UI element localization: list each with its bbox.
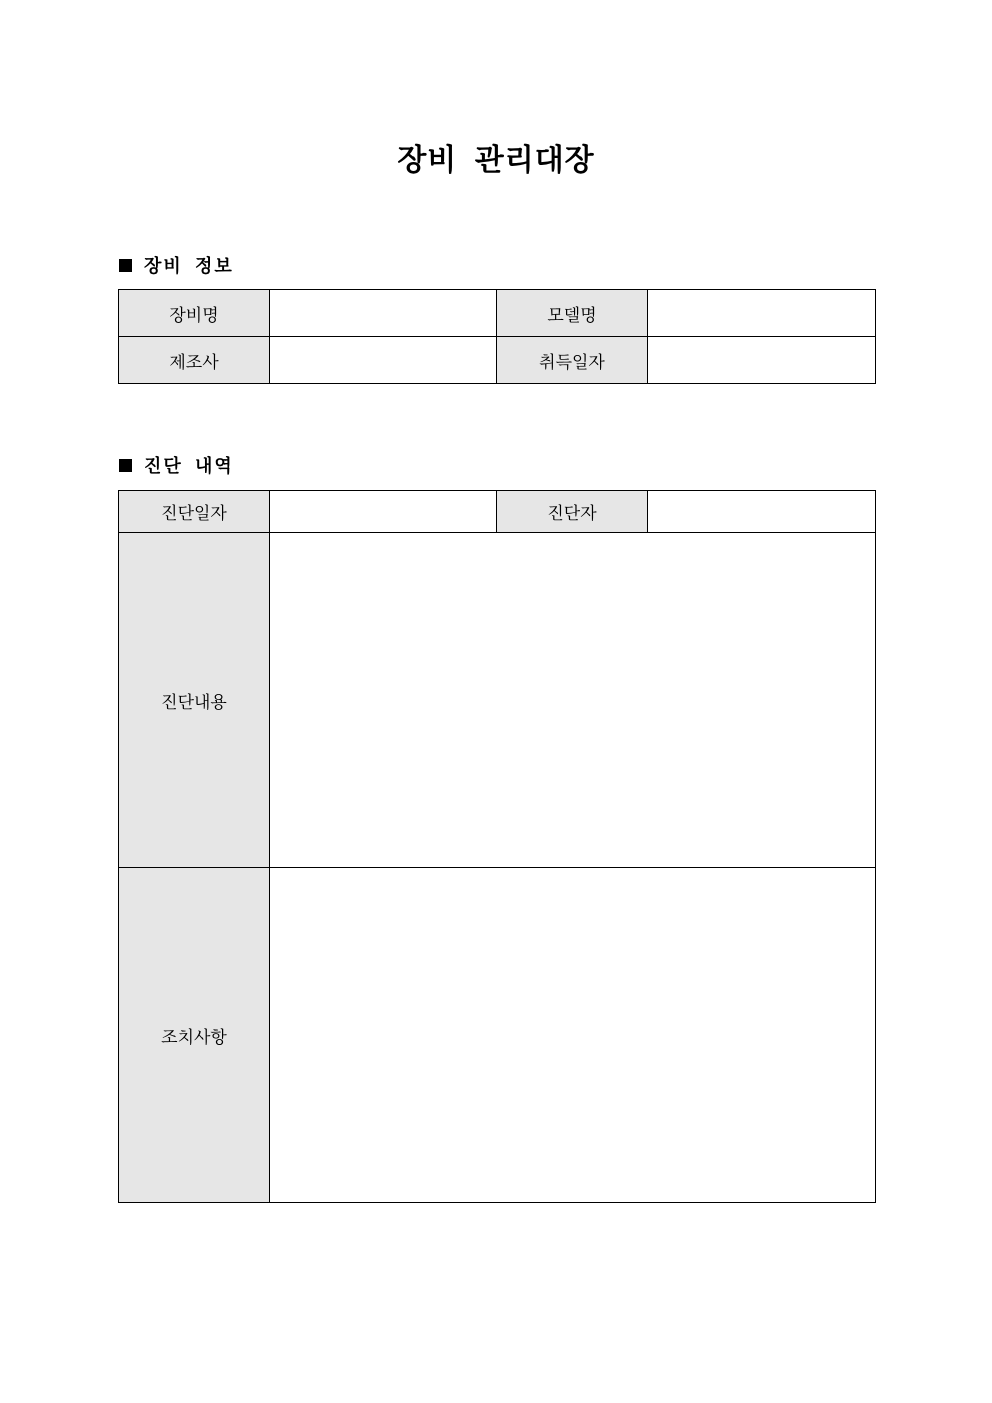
table-row [119, 290, 876, 337]
section-heading-equipment-info [119, 252, 234, 278]
equipment-name-label: 장비명 [119, 290, 270, 337]
table-row [119, 337, 876, 384]
diagnosis-content-field[interactable] [270, 533, 876, 868]
equipment-name-field[interactable] [270, 290, 497, 337]
diagnostician-field[interactable] [648, 491, 876, 533]
manufacturer-label: 제조사 [119, 337, 270, 384]
action-taken-label: 조치사항 [119, 868, 270, 1203]
model-name-label: 모델명 [497, 290, 648, 337]
diagnosis-date-label: 진단일자 [119, 491, 270, 533]
section-heading-diagnosis [119, 452, 234, 478]
diagnostician-label: 진단자 [497, 491, 648, 533]
diagnosis-content-label: 진단내용 [119, 533, 270, 868]
section-heading-label: 진단 내역 [144, 456, 234, 477]
table-row [119, 533, 876, 868]
action-taken-field[interactable] [270, 868, 876, 1203]
manufacturer-field[interactable] [270, 337, 497, 384]
acquisition-date-field[interactable] [648, 337, 876, 384]
section-heading-label: 장비 정보 [144, 256, 234, 277]
table-row [119, 491, 876, 533]
model-name-field[interactable] [648, 290, 876, 337]
square-bullet-icon [119, 259, 132, 272]
table-row [119, 868, 876, 1203]
diagnosis-table [118, 490, 876, 1203]
equipment-info-table [118, 289, 876, 384]
square-bullet-icon [119, 459, 132, 472]
diagnosis-date-field[interactable] [270, 491, 497, 533]
document-title: 장비 관리대장 [397, 143, 595, 178]
acquisition-date-label: 취득일자 [497, 337, 648, 384]
